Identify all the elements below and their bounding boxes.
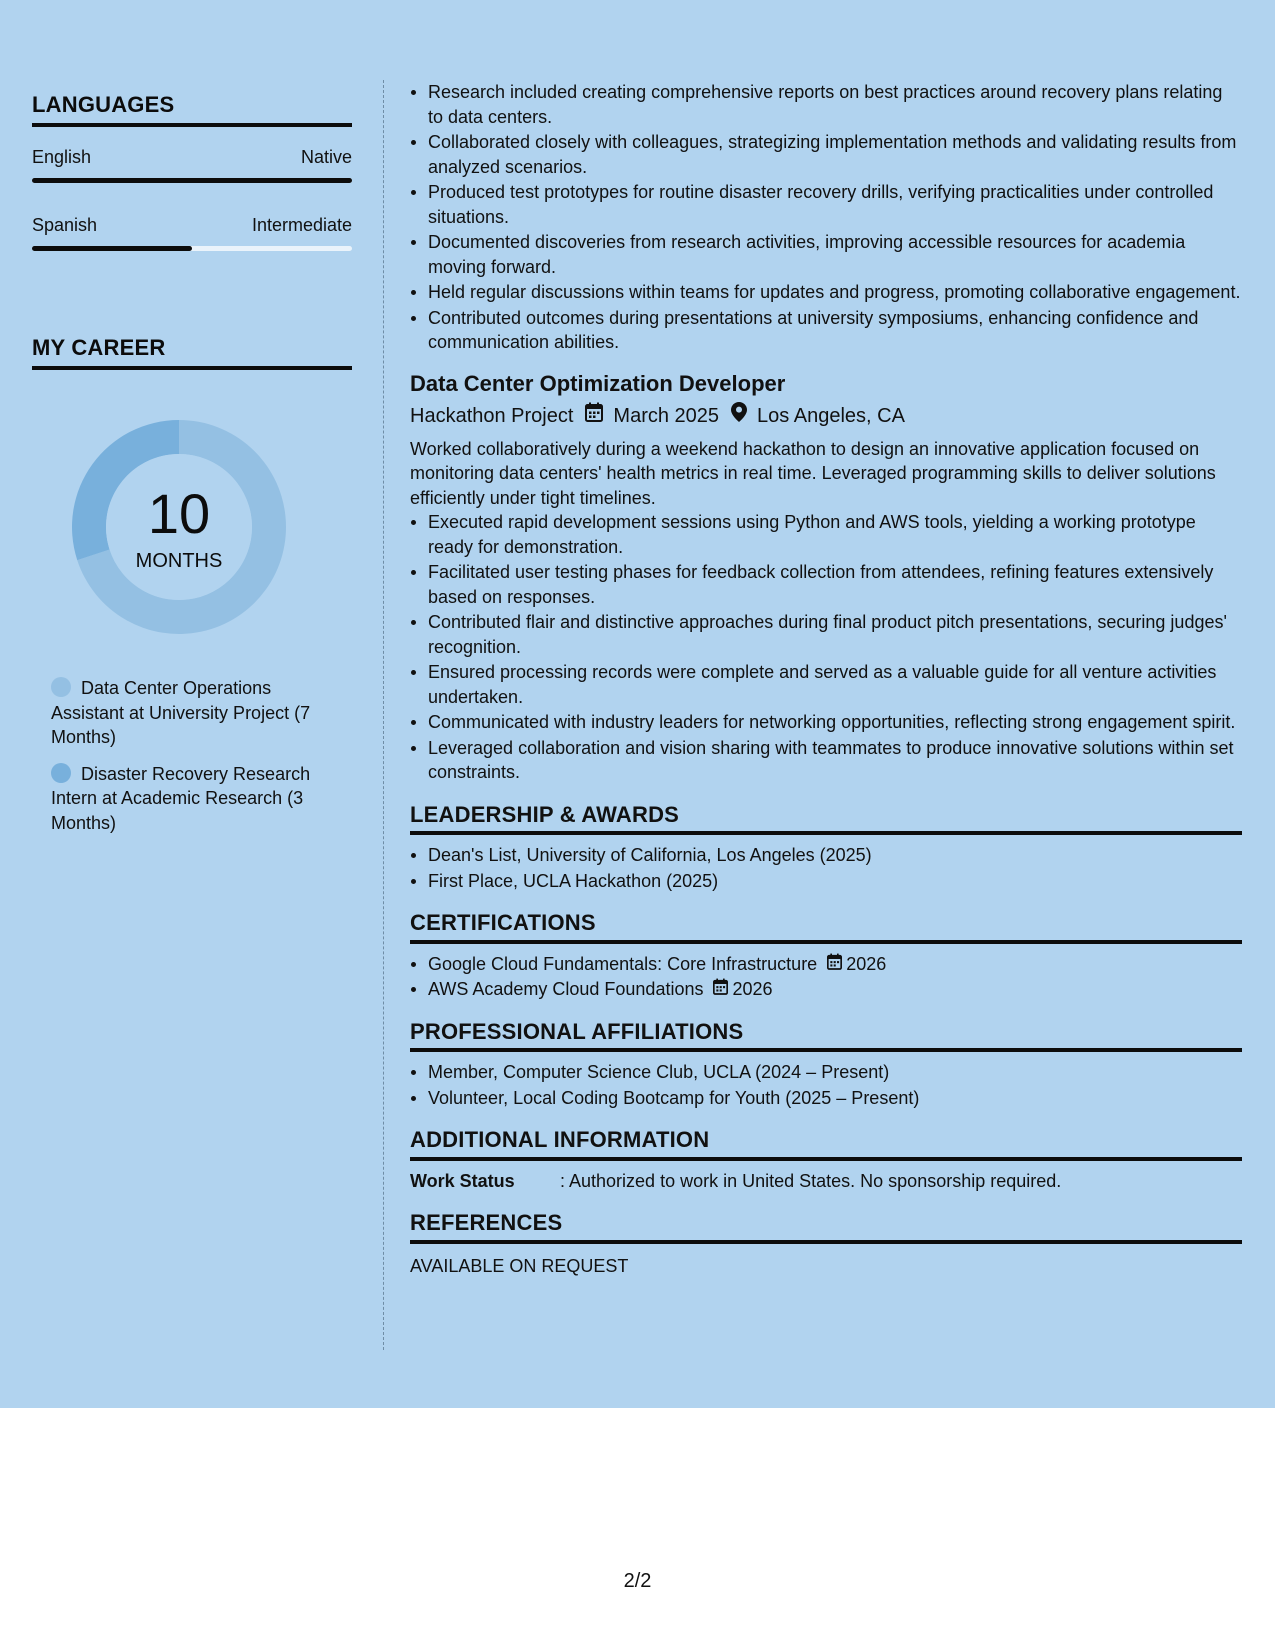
language-proficiency-fill — [32, 178, 352, 183]
work-status-row — [410, 1169, 1242, 1194]
calendar-icon — [713, 977, 728, 1002]
career-heading: MY CAREER — [32, 335, 352, 370]
job-meta — [410, 401, 1242, 431]
bullet-item: Communicated with industry leaders for networking opportunities, reflecting strong engagement spirit. — [410, 710, 1242, 735]
language-proficiency-fill — [32, 246, 192, 251]
certification-year: 2026 — [732, 979, 773, 999]
legend-label: Disaster Recovery Research Intern at Academic Research (3 Months) — [51, 763, 311, 833]
leadership-heading: LEADERSHIP & AWARDS — [410, 803, 1242, 836]
bullet-item: Facilitated user testing phases for feedback collection from attendees, refining features extensively based on responses. — [410, 560, 1242, 609]
job-title: Data Center Optimization Developer — [410, 370, 786, 396]
leadership-item: Dean's List, University of California, Los Angeles (2025) — [410, 843, 1242, 868]
language-level: Native — [300, 147, 352, 167]
language-proficiency-bar — [32, 178, 352, 183]
affiliations-heading: PROFESSIONAL AFFILIATIONS — [410, 1020, 1242, 1053]
affiliation-item: Member, Computer Science Club, UCLA (2024 – Present) — [410, 1060, 1242, 1085]
bullet-item: Ensured processing records were complete and served as a valuable guide for all venture activities undertaken. — [410, 660, 1242, 709]
affiliation-item: Volunteer, Local Coding Bootcamp for Youth (2025 – Present) — [410, 1086, 1242, 1111]
legend-label: Data Center Operations Assistant at University Project (7 Months) — [51, 678, 311, 747]
leadership-list — [410, 843, 1242, 893]
certification-item — [410, 952, 1242, 977]
job-description: Worked collaboratively during a weekend hackathon to design an innovative application focused on monitoring data centers' health metrics in real time. Leveraged programming skills to deliver solutions efficiently under tight timelines. — [410, 438, 1216, 508]
career-legend-item — [51, 676, 341, 750]
career-legend — [51, 676, 341, 835]
certification-item — [410, 977, 1242, 1002]
language-name: Spanish — [32, 215, 98, 235]
bullet-item: Contributed outcomes during presentations at university symposiums, enhancing confidence and communication abilities. — [410, 306, 1242, 355]
bullet-item: Leveraged collaboration and vision sharing with teammates to produce innovative solutions within set constraints. — [410, 736, 1242, 785]
bullet-item: Executed rapid development sessions using Python and AWS tools, yielding a working prototype ready for demonstration. — [410, 510, 1242, 559]
bullet-item: Produced test prototypes for routine disaster recovery drills, verifying practicalities under controlled situations. — [410, 180, 1242, 229]
certification-year: 2026 — [846, 953, 887, 974]
right-column — [410, 80, 1242, 1278]
certification-name: Google Cloud Fundamentals: Core Infrastructure — [428, 953, 818, 974]
language-proficiency-bar — [32, 246, 352, 251]
job-company: Hackathon Project — [410, 404, 574, 427]
language-item — [32, 215, 352, 251]
calendar-icon — [585, 401, 603, 431]
bullet-item: Research included creating comprehensive reports on best practices around recovery plans relating to data centers. — [410, 80, 1242, 129]
job-bullets — [410, 510, 1242, 785]
leadership-item: First Place, UCLA Hackathon (2025) — [410, 869, 1242, 894]
language-name: English — [32, 147, 92, 167]
career-donut-chart — [66, 414, 292, 640]
affiliations-list — [410, 1060, 1242, 1110]
certifications-list — [410, 952, 1242, 1002]
calendar-icon — [827, 952, 842, 977]
work-status-value: : Authorized to work in United States. No sponsorship required. — [560, 1170, 1062, 1191]
bullet-item: Collaborated closely with colleagues, strategizing implementation methods and validating results from analyzed scenarios. — [410, 130, 1242, 179]
legend-color-dot — [51, 763, 71, 783]
bullet-item: Contributed flair and distinctive approaches during final product pitch presentations, securing judges' recognition. — [410, 610, 1242, 659]
job-date: March 2025 — [613, 404, 720, 427]
bullet-item: Documented discoveries from research activities, improving accessible resources for academia moving forward. — [410, 230, 1242, 279]
left-column — [32, 92, 352, 847]
languages-heading: LANGUAGES — [32, 92, 352, 127]
language-level: Intermediate — [251, 215, 352, 235]
references-heading: REFERENCES — [410, 1211, 1242, 1244]
map-pin-icon — [731, 401, 747, 431]
work-status-label: Work Status — [410, 1170, 515, 1191]
job-location: Los Angeles, CA — [757, 404, 905, 427]
certifications-heading: CERTIFICATIONS — [410, 911, 1242, 944]
legend-color-dot — [51, 677, 71, 697]
career-legend-item — [51, 762, 341, 836]
bullet-item: Held regular discussions within teams for updates and progress, promoting collaborative engagement. — [410, 280, 1242, 305]
references-text: AVAILABLE ON REQUEST — [410, 1255, 629, 1276]
career-total-value: 10 — [147, 482, 211, 545]
additional-info-heading: ADDITIONAL INFORMATION — [410, 1128, 1242, 1161]
previous-job-bullets — [410, 80, 1242, 355]
column-divider — [383, 80, 384, 1350]
career-total-unit: MONTHS — [135, 550, 223, 572]
certification-name: AWS Academy Cloud Foundations — [428, 979, 704, 999]
page-number: 2/2 — [623, 1570, 652, 1592]
language-item — [32, 147, 352, 183]
